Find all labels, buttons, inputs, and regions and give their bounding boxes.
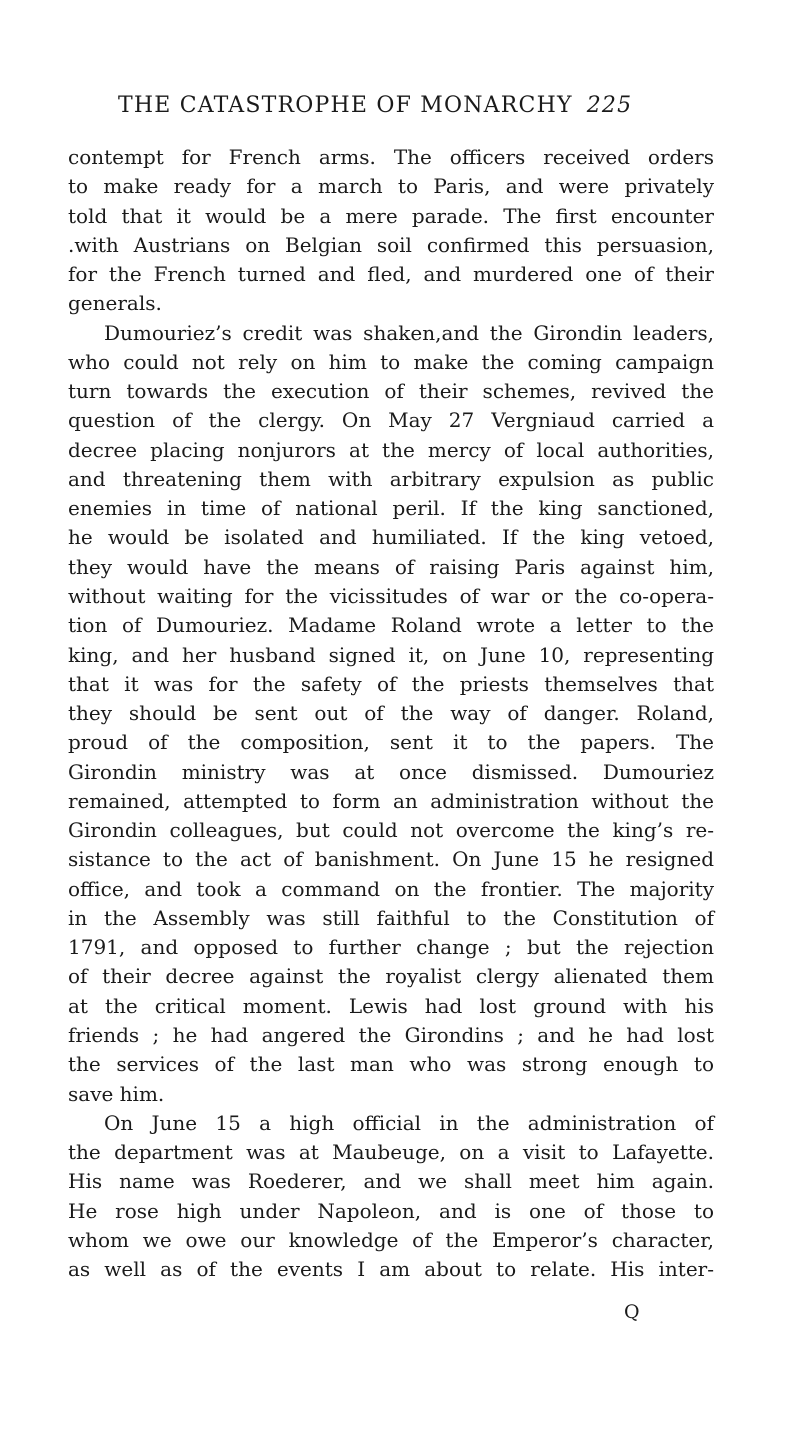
- text-line: as well as of the events I am about to relate. His inter-: [68, 1257, 714, 1282]
- text-line: question of the clergy. On May 27 Vergniaud carried a: [68, 408, 714, 433]
- text-line: they should be sent out of the way of danger. Roland,: [68, 701, 714, 726]
- text-line: .with Austrians on Belgian soil confirmed this persuasion,: [68, 232, 714, 257]
- text-line: the services of the last man who was strong enough to: [68, 1052, 714, 1077]
- text-line: sistance to the act of banishment. On June 15 he resigned: [68, 847, 714, 872]
- text-line: without waiting for the vicissitudes of war or the co-opera-: [68, 583, 714, 608]
- text-line: enemies in time of national peril. If the king sanctioned,: [68, 496, 714, 521]
- paragraph-start-line: Dumouriez’s credit was shaken,and the Girondin leaders,: [104, 320, 714, 345]
- page-number: 225: [586, 93, 633, 118]
- body-text: [68, 143, 714, 1284]
- text-line: tion of Dumouriez. Madame Roland wrote a letter to the: [68, 613, 714, 638]
- text-line: contempt for French arms. The officers received orders: [68, 145, 714, 169]
- signature-mark: Q: [624, 1301, 640, 1323]
- text-line: save him.: [68, 1081, 165, 1106]
- text-line: at the critical moment. Lewis had lost ground with his: [68, 993, 714, 1018]
- text-line: He rose high under Napoleon, and is one of those to: [68, 1198, 714, 1223]
- text-line: office, and took a command on the frontier. The majority: [68, 876, 714, 901]
- text-line: remained, attempted to form an administration without the: [68, 788, 714, 813]
- text-line: turn towards the execution of their schemes, revived the: [68, 379, 714, 404]
- text-line: told that it would be a mere parade. The first encounter: [68, 203, 714, 228]
- text-line: that it was for the safety of the priests themselves that: [68, 671, 714, 696]
- text-line: he would be isolated and humiliated. If the king vetoed,: [68, 525, 714, 550]
- text-line: king, and her husband signed it, on June 10, representing: [68, 642, 714, 667]
- text-line: proud of the composition, sent it to the papers. The: [68, 730, 714, 755]
- paragraph-start-line: On June 15 a high official in the administration of: [104, 1110, 714, 1135]
- text-line: who could not rely on him to make the coming campaign: [68, 349, 714, 374]
- text-line: the department was at Maubeuge, on a visit to Lafayette.: [68, 1140, 714, 1165]
- running-head: [118, 88, 718, 124]
- text-line: His name was Roederer, and we shall meet him again.: [68, 1169, 714, 1194]
- text-line: whom we owe our knowledge of the Emperor’s character,: [68, 1227, 714, 1252]
- text-line: Girondin ministry was at once dismissed. Dumouriez: [68, 759, 714, 784]
- text-line: they would have the means of raising Paris against him,: [68, 554, 714, 579]
- text-line: Girondin colleagues, but could not overcome the king’s re-: [68, 818, 714, 843]
- text-line: of their decree against the royalist clergy alienated them: [68, 964, 714, 989]
- text-line: 1791, and opposed to further change ; but the rejection: [68, 935, 714, 960]
- text-line: for the French turned and fled, and murdered one of their: [68, 262, 714, 287]
- text-line: generals.: [68, 291, 162, 316]
- running-head-title: THE CATASTROPHE OF MONARCHY: [118, 93, 573, 118]
- text-line: and threatening them with arbitrary expulsion as public: [68, 466, 714, 491]
- text-line: decree placing nonjurors at the mercy of local authorities,: [68, 437, 714, 462]
- text-line: to make ready for a march to Paris, and were privately: [68, 174, 714, 199]
- text-line: in the Assembly was still faithful to the Constitution of: [68, 905, 714, 930]
- text-line: friends ; he had angered the Girondins ; and he had lost: [68, 1022, 714, 1047]
